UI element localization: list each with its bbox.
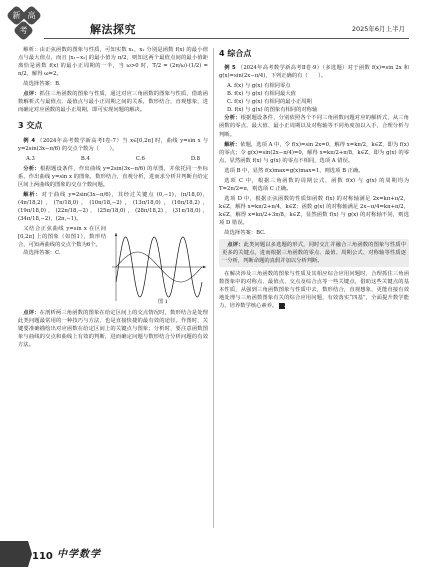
- figure-side-text: [18, 225, 106, 257]
- right-column: [219, 46, 409, 312]
- heading-intersection: 3 交点: [18, 121, 43, 131]
- analysis-5: [219, 114, 409, 138]
- solution-text: 对于曲线 y=2sin(3x−π/6)，其经过关键点 (0,−1)，(π/18,0)，(4π/18,2)，(7π/18,0)，(10π/18,−2)，(13π/18,0)，(16π/18,2)，(19π/18,0)，(22π/18,−2)，(25π/18,0)，(28π/18,2)，(31π/18,0)，(34π/18,−2)，(2π,−1)。: [18, 191, 208, 222]
- page-number: 110: [32, 551, 53, 562]
- comment-4: [18, 309, 208, 349]
- comment-label: 点评：: [227, 242, 244, 249]
- comment-1: [18, 90, 208, 114]
- analysis-text: 根据题设条件，分别依照各个不同三角函数问题对应的解析式，从三角函数的零点、最大值、最小正周期以及对称轴等不同角度加以入手，合理分析与判断。: [219, 115, 409, 138]
- example-label: 例 4: [23, 137, 36, 144]
- section-title: 解法探究: [90, 23, 136, 36]
- figure-description: 又结合正弦曲线 y=sin x 在区间 [0,2π] 上的图象（如图1），数形结合，可知两曲线的交点个数为6个。: [18, 226, 106, 249]
- example-text: （2024年高考数学新高考Ⅱ卷·9）（多选题）对于函数 f(x)=sin 2x 和 g(x)=sin(2x−π/4)，下列正确的有（ ）。: [219, 65, 409, 80]
- comment-label: 点评：: [23, 310, 40, 316]
- y-axis-arrow: [115, 233, 117, 236]
- solution-label: 解析：: [23, 191, 42, 198]
- end-mark-icon: Z: [279, 303, 285, 309]
- column-divider: [213, 48, 214, 528]
- option-c-analysis: 选项 C 中，根据三角函数的周期公式，函数 f(x) 与 g(x) 的周期均为 T=2π/2=π，则选项 C 正确。: [219, 177, 409, 192]
- issue-date: 2025年6月上半月: [351, 25, 405, 33]
- header-rule: [44, 38, 409, 39]
- comment-text: 抓住三角函数的图象与性质，通过对应三角函数的图象与性质，借助函数解析式与最值点、最值点与最小正周期之间的关系，数形结合，直观想象，进而确定对应函数的最小正周期，即可实现问题的解决。: [18, 91, 208, 114]
- magazine-logo: [8, 7, 42, 41]
- solution-label: 解析：: [224, 141, 241, 148]
- solution-paragraph-1: 解析：由正弦函数的图象与性质，可知实数 x₁，x₂ 分别是函数 f(x) 的最小值点与最大值点，而且 |x₁−x₂| 的最小值为 π/2，则知这两个最值点间的最小值距离恰是函数 f(x) 的最小正周期的一半，当 ω>0 时，T/2 = (2π/ω)·(1/2) = π/2，解得 ω=2。: [18, 47, 208, 78]
- figure-1-graph: [108, 225, 208, 309]
- analysis-label: 分析：: [23, 165, 40, 172]
- analysis-label: 分析：: [224, 115, 241, 122]
- analysis-4: [18, 165, 208, 189]
- option-b: B. f(x) 与 g(x) 有相同最大值: [226, 91, 296, 98]
- option-b-analysis: 选项 B 中，显然 f(x)max=g(x)max=1，则选项 B 正确。: [224, 167, 364, 174]
- comment-text: 在剖析两三角函数的图象在给定区间上的交点情况时，数形结合是处理此类问题最常用的一种技巧与方法，也是直接快捷的最有效的途径。作图时，关键要准确描绘出对应函数在给定区间上的关键点与图象；分析时，要注意函数图象与曲线的交点和曲线上有效的判断，进而确定问题与数形结合分析问题的有效方法。: [18, 310, 208, 349]
- logo-char-1: 新: [12, 11, 21, 20]
- analysis-text: 根据题设条件，作出曲线 y=2sin(3x−π/6) 的草图，并依托同一坐标系，作出曲线 y=sin x 的图象，数形结合，直观分析，进而求分析并判断自给定区间上两曲线的图象的交点个数问题。: [18, 165, 208, 188]
- x-axis-arrow: [203, 266, 206, 268]
- magazine-brand: 中学数学: [57, 549, 101, 560]
- option-a: A. f(x) 与 g(x) 有相同零点: [226, 83, 291, 90]
- logo-char-2: 高: [27, 11, 36, 20]
- comment-text: 此类问题以多选题的形式，同时交汇并融合三角函数的图象与性质中更多的关键点，进而根据三角函数的零点、最值、周期公式、对称轴等性质逐一分析，判断命题的真假并加以分析判断。: [222, 242, 406, 265]
- solution-5: [219, 141, 409, 165]
- closing-text: 在解决涉及三角函数的图象与性质及其相应综合应用问题时，合理抓住三角函数图象中的对称点、最值点、交点及综合点等一些关键点，借助这些关键点的基本性质，从强到三角函数图象与性质中去，数形结合，直观想象，更能直接有效地处理与三角函数图象有关的综合应用问题，有效落实“四基”，全面提升数学能力，培养数学核心素养。: [219, 271, 409, 310]
- heading-comprehensive: 4 综合点: [219, 49, 252, 58]
- answer-4: 故选择答案：C.: [23, 250, 61, 257]
- option-c: C.6: [135, 155, 145, 162]
- example-5: [219, 64, 409, 80]
- options-4: [18, 155, 208, 165]
- figure-block: [18, 225, 208, 309]
- logo-block-3: [13, 20, 34, 41]
- option-d: D. f(x) 与 g(x) 的图象有相同的对称轴: [226, 107, 318, 114]
- solution-text: 依题，选项 A 中，令 f(x)=sin 2x=0，解得 x=kπ/2，k∈Z，即为 f(x) 的零点；令 g(x)=sin(2x−π/4)=0，解得 x=kπ/2+π/8，k∈Z，即为 g(x) 的零点，显然函数 f(x) 与 g(x) 的零点不相同，选项 A 错误。: [219, 141, 409, 164]
- example-4: [18, 137, 208, 153]
- footer-tab-icon: [0, 541, 32, 567]
- logo-char-3: 考: [19, 26, 28, 35]
- comment-label: 点评：: [23, 91, 40, 98]
- example-text: （2024年高考数学新高考Ⅰ卷·7）当 x∈[0,2π] 时，曲线 y=sin x 与 y=2sin(3x−π/6) 的交点个数为（ ）。: [18, 137, 209, 152]
- comment-5-box: [219, 239, 409, 267]
- left-column: [18, 46, 208, 351]
- answer-5: 故选择答案：BC.: [224, 230, 266, 237]
- page-header: [0, 0, 427, 44]
- option-d-analysis: 选项 D 中，根据正弦函数的性质知函数 f(x) 的对称轴满足 2x=kπ+π/2，k∈Z，解得 x=kπ/2+π/4，k∈Z；函数 g(x) 的对称轴满足 2x−π/4=kπ+π/2，k∈Z，解得 x=kπ/2+3π/8，k∈Z，显然函数 f(x) 与 g(x) 的对称轴不同，则选项 D 错误。: [219, 195, 409, 226]
- comment-5: [222, 241, 406, 265]
- options-5: [219, 82, 409, 114]
- option-d: D.8: [190, 155, 200, 162]
- figure-caption: 图 1: [158, 299, 168, 305]
- example-label: 例 5: [224, 65, 236, 72]
- option-a: A.3: [26, 155, 35, 162]
- option-b: B.4: [80, 155, 90, 162]
- page-footer: [0, 535, 427, 575]
- closing-paragraph: [219, 270, 409, 310]
- option-c: C. f(x) 与 g(x) 有相同的最小正周期: [226, 99, 312, 106]
- solution-4: [18, 191, 208, 223]
- answer-1: 故选择答案：B.: [23, 81, 61, 88]
